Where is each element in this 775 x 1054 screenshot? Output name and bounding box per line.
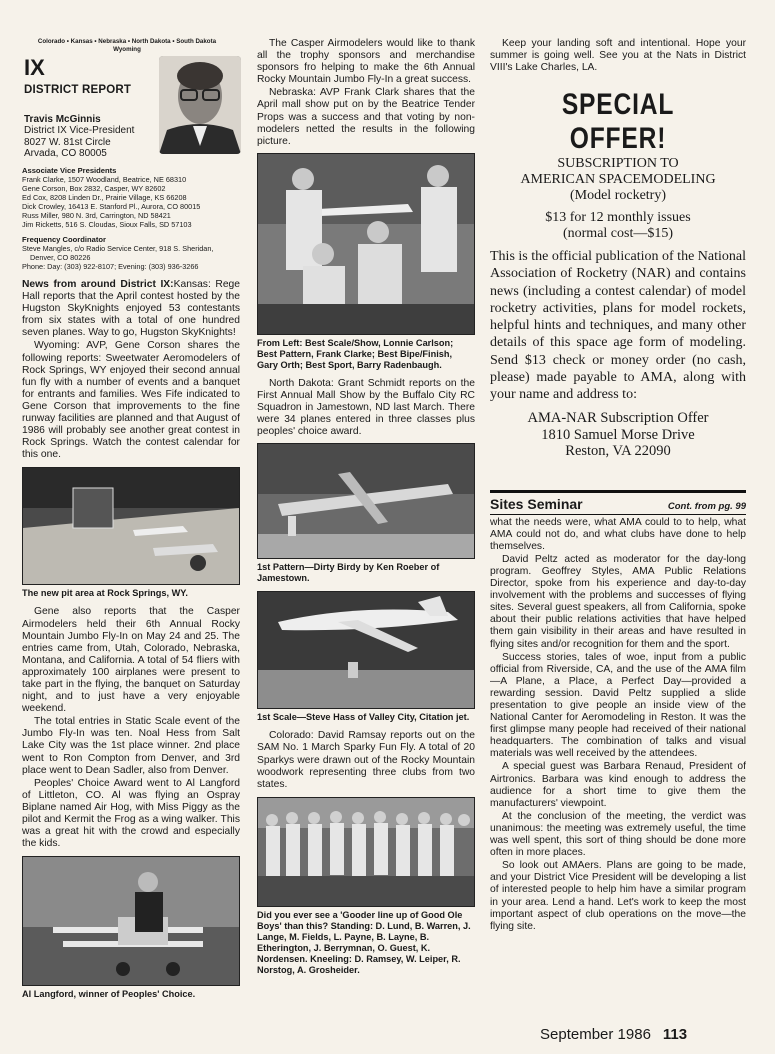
offer-description: This is the official publication of the National Association of Rocketry (NAR) and contains news (including a contest calendar) of model rocketry activities, plans for model rockets, helpful hints and techniques, and many other details of this space age form of modeling. Send $13 check or money order (no cash, please) made payable to AMA, along with your name and address to: xyxy=(490,249,746,402)
sites-seminar-header xyxy=(490,490,746,515)
caption-al-langford: Al Langford, winner of Peoples' Choice. xyxy=(22,989,196,1000)
vp-address-1: 8027 W. 81st Circle xyxy=(24,136,111,148)
district-report-label: DISTRICT REPORT xyxy=(24,84,132,96)
frequency-line: Phone: Day: (303) 922-8107; Evening: (303) 936-3266 xyxy=(22,262,199,271)
static-scale-paragraph: The total entries in Static Scale event of the Jumbo Fly-In was ten. Noal Hess from Salt Lake City was the 1st place winner. 2nd place went to Ron Compton from Denver, and 3rd place went to Dean Sadler, also from Denver. xyxy=(22,716,240,776)
associate-line: Ed Cox, 8208 Linden Dr., Prairie Village, KS 66208 xyxy=(22,193,187,202)
caption-citation-jet: 1st Scale—Steve Hass of Valley City, Citation jet. xyxy=(257,712,470,723)
associates-heading: Associate Vice Presidents xyxy=(22,166,117,175)
vp-portrait-photo xyxy=(159,56,241,154)
sites-paragraph: David Peltz acted as moderator for the day-long program. Geoffrey Styles, AMA Public Relations Director, spoke from his experience and day-to-day involvement with the problems and successes of flying sites. Several guest speakers, all from California, spoke about their public relations activities that have helped them gain visibility in their areas and have resulted in flying sites and/or recognition for them and the sport. xyxy=(490,553,746,650)
photo-rock-springs-pit xyxy=(22,467,240,585)
associate-line: Gene Corson, Box 2832, Casper, WY 82602 xyxy=(22,184,166,193)
photo-dirty-birdy xyxy=(257,443,475,559)
sites-seminar-title: Sites Seminar xyxy=(490,495,583,512)
offer-address-line: 1810 Samuel Morse Drive xyxy=(541,426,695,443)
wyoming-paragraph: Wyoming: AVP, Gene Corson shares the following reports: Sweetwater Aeromodelers of Rock Springs, WY enjoyed their second annual fun fly with a number of events and a banquet for entrants and families. Wes Fife indicated to Gene Corson that improvements to the fine runway facilities are planned and that August of 1986 will probably see another great contest in Rock Springs. Watch the contest calendar for this one. xyxy=(22,340,240,461)
sites-paragraph: Success stories, tales of woe, input from a public official from Riverside, CA, and the use of the AMA film—A Plane, a Place, a Perfect Day—provided a rewarding session. David Peltz supplied a slide presentation to give people an inside view of the National Canter for Aeromodeling in Reston. It was the first glimpse many people had received of their national headquarters. The combination of talks and visual materials was well received by the attendees. xyxy=(490,651,746,760)
associate-line: Frank Clarke, 1507 Woodland, Beatrice, NE 68310 xyxy=(22,175,187,184)
vp-name: Travis McGinnis xyxy=(24,114,101,125)
sites-paragraph: So look out AMAers. Plans are going to be made, and your District Vice President will be developing a list of interested people to help him have a similar program in your area. Lend a hand. Let's work to keep the most important aspect of club operations on the move—the flying site. xyxy=(490,860,746,932)
issue-date: September 1986 xyxy=(540,1026,651,1043)
special-offer-ad xyxy=(490,88,746,459)
offer-subtitle-2: AMERICAN SPACEMODELING xyxy=(520,172,716,188)
caption-mall-show: From Left: Best Scale/Show, Lonnie Carlson; Best Pattern, Frank Clarke; Best Bipe/Finish, Gary Orth; Best Sport, Barry Radenbaugh. xyxy=(257,337,454,370)
photo-citation-jet xyxy=(257,591,475,709)
offer-normal-cost: (normal cost—$15) xyxy=(562,226,674,242)
associate-line: Dick Crowley, 16413 E. Stanford Pl., Aurora, CO 80015 xyxy=(22,202,201,211)
offer-address-line: Reston, VA 22090 xyxy=(565,443,671,460)
group-image xyxy=(258,798,474,906)
frequency-line: Denver, CO 80226 xyxy=(30,253,91,262)
casper-paragraph: Gene also reports that the Casper Airmodelers held their 6th Annual Rocky Mountain Jumbo Fly-In on May 24 and 25. The entries came from, Utah, Colorado, Nebraska, Montana, and California. A total of 54 fliers with approximately 100 airplanes were present to take part in the flying, the banquet on Saturday night, and to just have a very enjoyable weekend. xyxy=(22,606,240,715)
associate-line: Russ Miller, 980 N. 3rd, Carrington, ND 58421 xyxy=(22,211,171,220)
associate-line: Jim Ricketts, 516 S. Cloudas, Sioux Falls, SD 57103 xyxy=(22,220,192,229)
colorado-paragraph: Colorado: David Ramsay reports out on the SAM No. 1 March Sparky Fun Fly. A total of 20 Sparkys were drawn out of the Rocky Mountain woodwork representing three clubs from two states. xyxy=(257,730,475,790)
offer-subtitle-3: (Model rocketry) xyxy=(569,188,667,204)
north-dakota-paragraph: North Dakota: Grant Schmidt reports on the First Annual Mall Show by the Buffalo City RC Squadron in Jamestown, ND last March. There were 34 planes entered in three classes plus peoples' choice award. xyxy=(257,377,475,438)
district-number: IX xyxy=(24,55,45,80)
photo-mall-show-winners xyxy=(257,153,475,335)
column-2 xyxy=(257,38,475,983)
sites-paragraph: A special guest was Barbara Renaud, President of Airtronics. Barbara was kind enough to address the audience for a short time to give them the manufacturers' viewpoint. xyxy=(490,761,746,809)
news-paragraph xyxy=(22,279,240,339)
sites-paragraph: what the needs were, what AMA could to to help, what AMA could not do, and what clubs have done to help themselves. xyxy=(490,516,746,552)
photo-al-langford xyxy=(22,856,240,986)
associates-block xyxy=(22,166,240,271)
column-3 xyxy=(490,38,746,934)
closing-paragraph: Keep your landing soft and intentional. Hope your summer is going well. See you at the Nats in District VIII's Lake Charles, LA. xyxy=(490,38,746,74)
photo-good-ole-boys xyxy=(257,797,475,907)
district-header xyxy=(22,38,240,160)
peoples-choice-paragraph: Peoples' Choice Award went to Al Langford of Littleton, CO. Al was flying an Ospray Biplane named Air Hog, with Miss Piggy as the pilot and Kermit the Frog as a wing walker. This was a great hit with the crowd and especially the kids. xyxy=(22,777,240,850)
caption-good-ole-boys: Did you ever see a 'Gooder line up of Good Ole Boys' than this? Standing: D. Lund, B. Warren, J. Lange, M. Fields, L. Payne, B. Layne, B. Etherington, J. Berrymnan, O. Guest, K. Nordensen. Kneeling: D. Ramsey, W. Leiper, R. Norstog, A. Grosheider. xyxy=(257,909,471,975)
page-number: 113 xyxy=(662,1026,688,1043)
mall-show-image xyxy=(258,154,474,334)
vp-contact xyxy=(24,114,134,160)
caption-dirty-birdy: 1st Pattern—Dirty Birdy by Ken Roeber of Jamestown. xyxy=(257,562,440,584)
biplane-image xyxy=(23,857,239,985)
offer-price: $13 for 12 monthly issues xyxy=(545,210,691,226)
nebraska-paragraph: Nebraska: AVP Frank Clark shares that the April mall show put on by the Beatrice Tender Props was a success and that voting by non-modelers netted the results in the following picture. xyxy=(257,87,475,147)
page-footer xyxy=(540,1026,687,1043)
states-line-2: Wyoming xyxy=(113,46,141,53)
frequency-heading: Frequency Coordinator xyxy=(22,235,106,244)
caption-rock-springs: The new pit area at Rock Springs, WY. xyxy=(22,588,188,599)
states-list xyxy=(22,38,232,54)
sites-paragraph: At the conclusion of the meeting, the verdict was unanimous: the meeting was extremely useful, the time was well spent, this sort of thing should be done more often in more places. xyxy=(490,810,746,859)
states-line-1: Colorado • Kansas • Nebraska • North Dakota • South Dakota xyxy=(37,38,217,45)
pit-area-image xyxy=(23,468,239,584)
vp-address-2: Arvada, CO 80005 xyxy=(24,148,107,160)
continued-from-label: Cont. from pg. 99 xyxy=(667,500,746,512)
offer-title: SPECIAL OFFER! xyxy=(561,88,675,156)
dirty-birdy-image xyxy=(258,444,474,558)
citation-jet-image xyxy=(258,592,474,708)
offer-subtitle-1: SUBSCRIPTION TO xyxy=(557,156,679,172)
column-1 xyxy=(22,38,240,1007)
frequency-line: Steve Mangles, c/o Radio Service Center, 918 S. Sheridan, xyxy=(22,244,214,253)
portrait-image xyxy=(159,56,241,154)
offer-address-line: AMA-NAR Subscription Offer xyxy=(527,410,709,427)
offer-address xyxy=(490,410,746,460)
casper-thanks-paragraph: The Casper Airmodelers would like to thank all the trophy sponsors and merchandise sponsors fro helping to make the 6th Annual Rocky Mountain Jumbo Fly-In a great success. xyxy=(257,38,475,86)
news-lead: News from around District IX: xyxy=(22,279,174,290)
vp-title: District IX Vice-President xyxy=(24,125,135,137)
news-text: Kansas: Rege Hall reports that the April contest hosted by the Hugston SkyKnights enjoyed 53 contestants from six states with a total of one hundred seven planes. Way to go, Hugston SkyKnights! xyxy=(22,279,241,339)
